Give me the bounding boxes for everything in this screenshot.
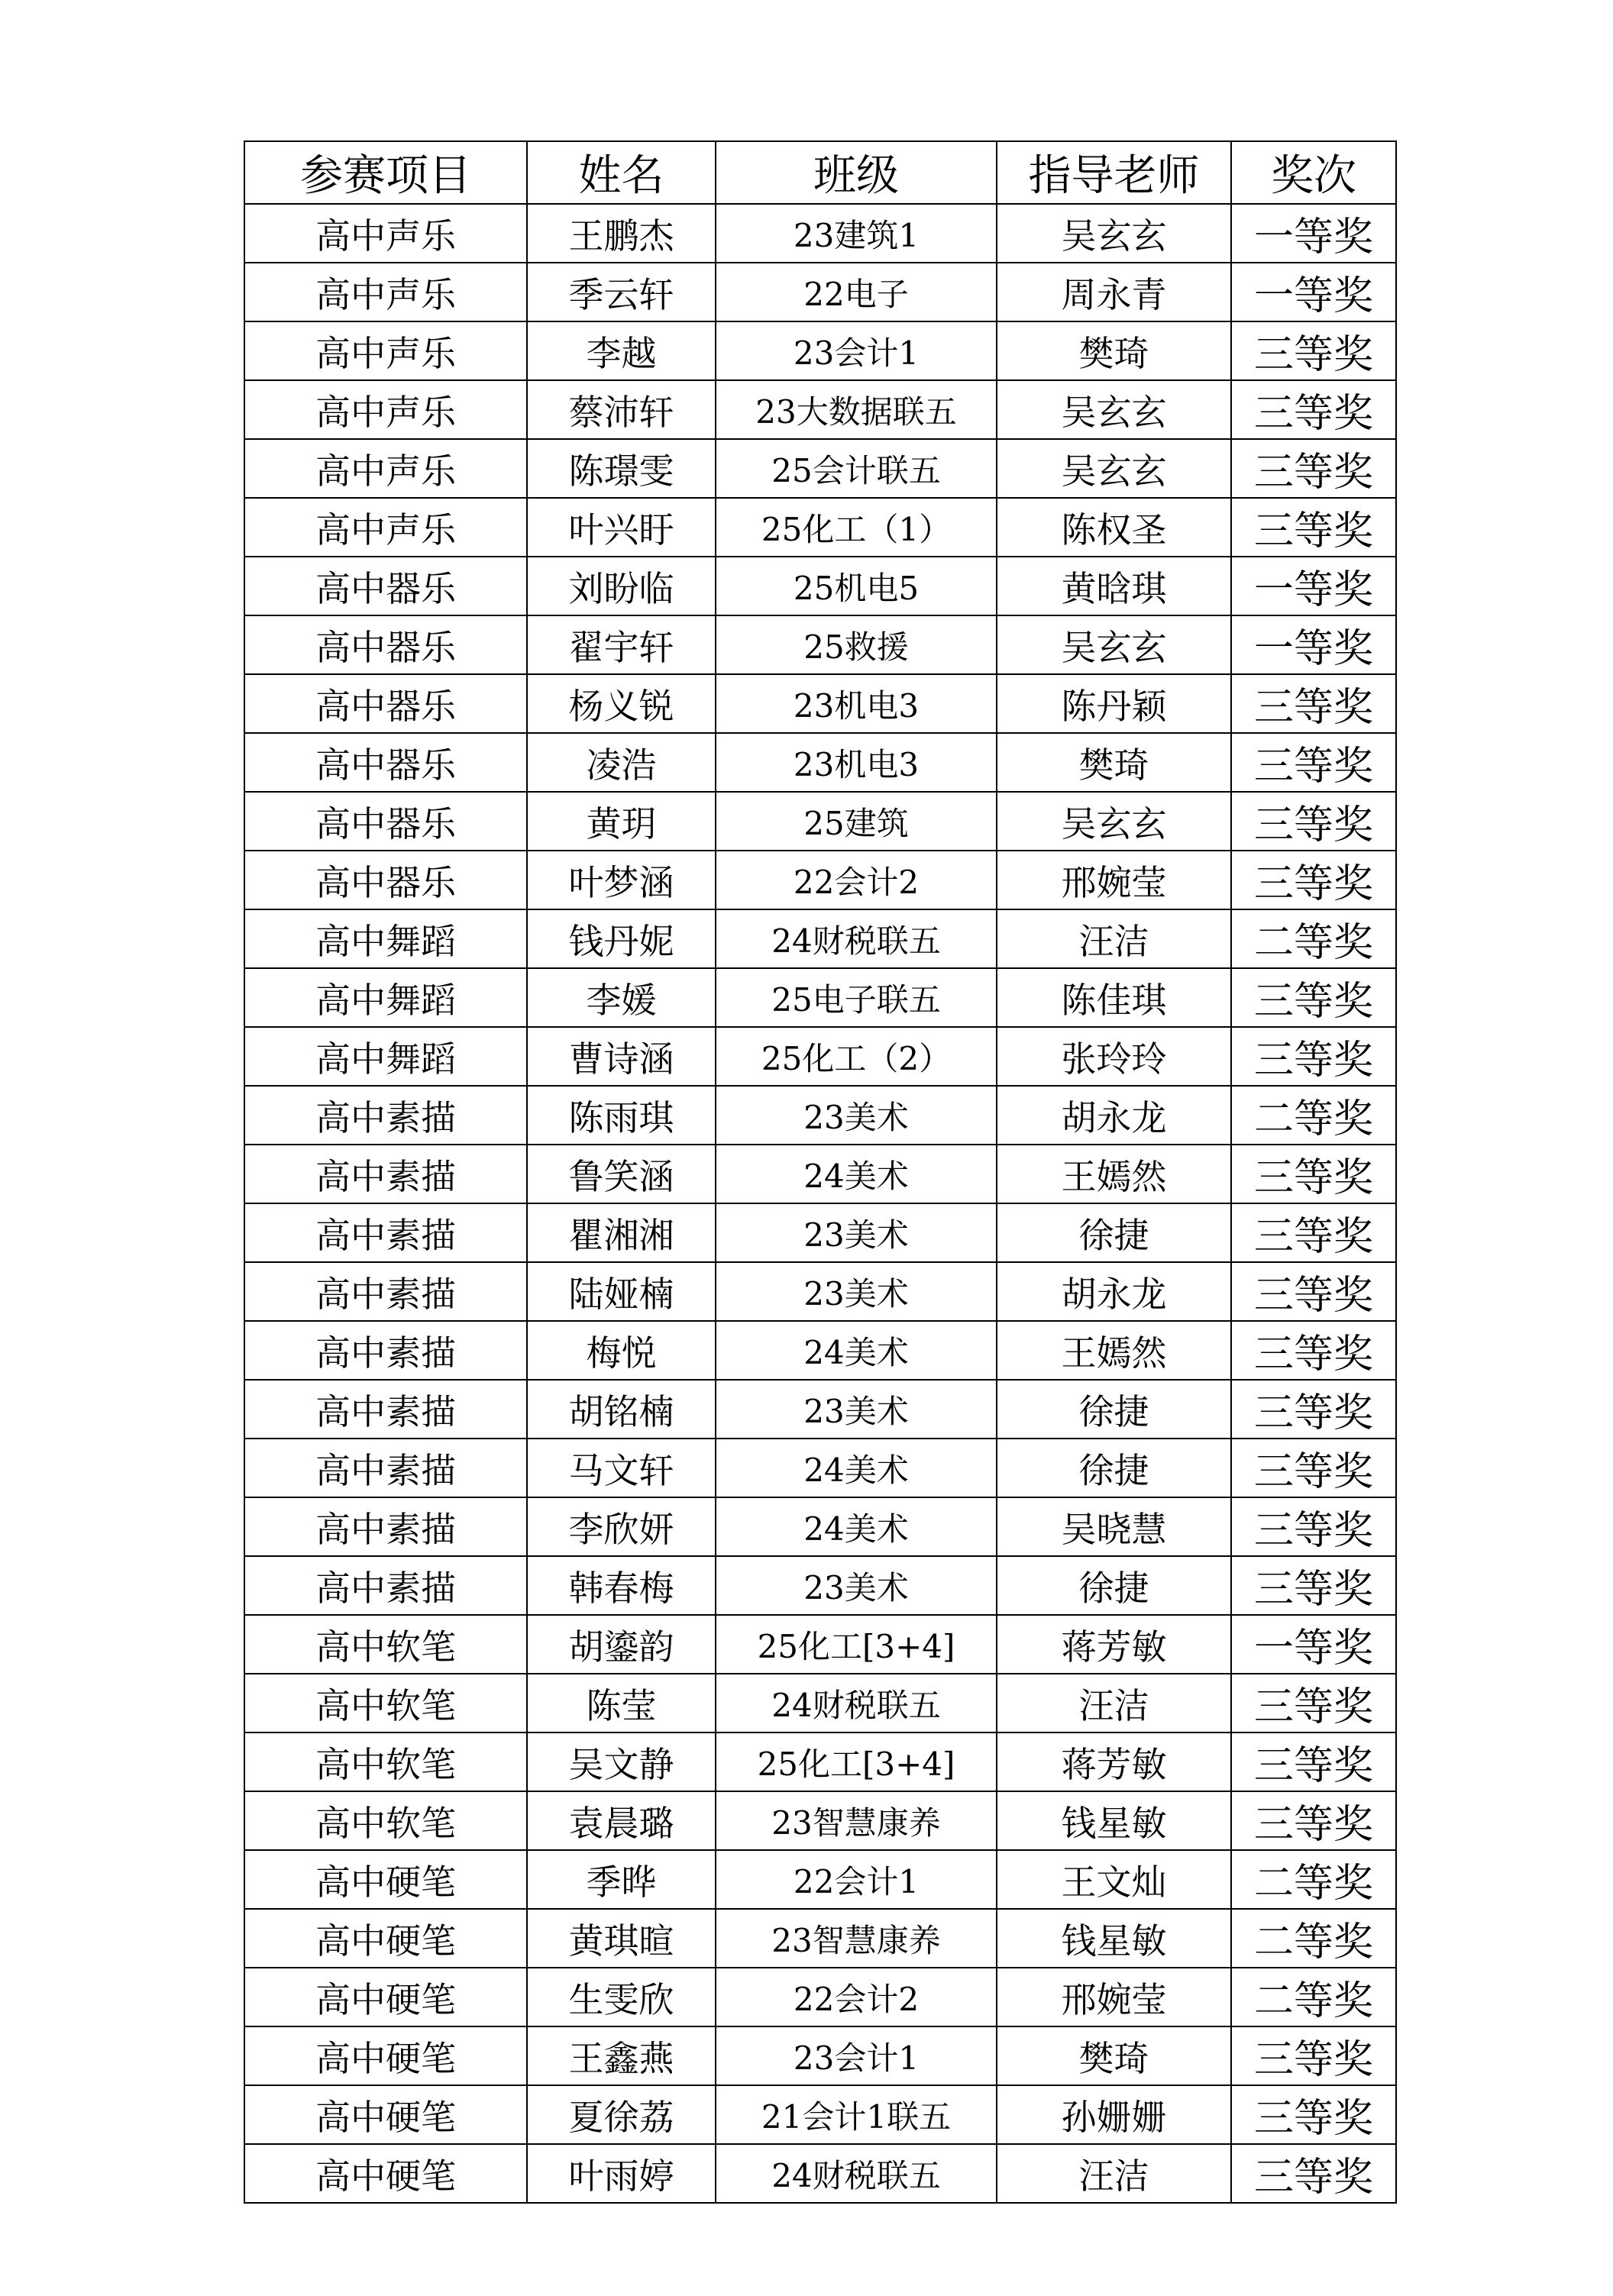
header-teacher: 指导老师 <box>997 141 1231 204</box>
cell-class: 24美术 <box>716 1439 997 1497</box>
cell-name: 马文轩 <box>527 1439 716 1497</box>
table-row <box>244 1674 1396 1732</box>
cell-award: 三等奖 <box>1231 1791 1396 1850</box>
table-row <box>244 380 1396 439</box>
cell-event: 高中声乐 <box>244 439 527 498</box>
cell-name: 李欣妍 <box>527 1497 716 1556</box>
cell-class: 22会计2 <box>716 1968 997 2026</box>
cell-event: 高中软笔 <box>244 1791 527 1850</box>
cell-class: 23会计1 <box>716 321 997 380</box>
cell-name: 凌浩 <box>527 733 716 792</box>
cell-teacher: 徐捷 <box>997 1556 1231 1615</box>
cell-class: 25机电5 <box>716 557 997 615</box>
cell-event: 高中器乐 <box>244 851 527 909</box>
header-award: 奖次 <box>1231 141 1396 204</box>
cell-teacher: 汪洁 <box>997 909 1231 968</box>
cell-award: 三等奖 <box>1231 1497 1396 1556</box>
cell-teacher: 周永青 <box>997 263 1231 321</box>
award-table <box>244 140 1397 2204</box>
table-row <box>244 1262 1396 1321</box>
cell-class: 23美术 <box>716 1262 997 1321</box>
cell-name: 陈雨琪 <box>527 1086 716 1145</box>
cell-award: 一等奖 <box>1231 557 1396 615</box>
cell-teacher: 王嫣然 <box>997 1321 1231 1380</box>
table-row <box>244 1203 1396 1262</box>
cell-teacher: 钱星敏 <box>997 1791 1231 1850</box>
cell-award: 三等奖 <box>1231 321 1396 380</box>
cell-award: 三等奖 <box>1231 1321 1396 1380</box>
cell-event: 高中声乐 <box>244 204 527 263</box>
cell-name: 袁晨璐 <box>527 1791 716 1850</box>
cell-name: 瞿湘湘 <box>527 1203 716 1262</box>
cell-name: 曹诗涵 <box>527 1027 716 1086</box>
cell-teacher: 吴晓慧 <box>997 1497 1231 1556</box>
cell-event: 高中硬笔 <box>244 2026 527 2085</box>
cell-award: 三等奖 <box>1231 1439 1396 1497</box>
cell-award: 一等奖 <box>1231 204 1396 263</box>
table-row <box>244 968 1396 1027</box>
table-row <box>244 674 1396 733</box>
cell-award: 三等奖 <box>1231 1674 1396 1732</box>
cell-event: 高中声乐 <box>244 380 527 439</box>
table-row <box>244 1027 1396 1086</box>
table-row <box>244 1791 1396 1850</box>
cell-teacher: 吴玄玄 <box>997 204 1231 263</box>
table-row <box>244 321 1396 380</box>
cell-event: 高中素描 <box>244 1086 527 1145</box>
table-row <box>244 2026 1396 2085</box>
cell-teacher: 胡永龙 <box>997 1086 1231 1145</box>
cell-class: 25救援 <box>716 615 997 674</box>
cell-award: 三等奖 <box>1231 1145 1396 1203</box>
table-row <box>244 439 1396 498</box>
cell-name: 陆娅楠 <box>527 1262 716 1321</box>
table-row <box>244 498 1396 557</box>
table-row <box>244 2144 1396 2203</box>
cell-name: 韩春梅 <box>527 1556 716 1615</box>
cell-award: 三等奖 <box>1231 2085 1396 2144</box>
table-row <box>244 557 1396 615</box>
cell-name: 蔡沛轩 <box>527 380 716 439</box>
table-row <box>244 1321 1396 1380</box>
cell-name: 叶兴盱 <box>527 498 716 557</box>
cell-teacher: 汪洁 <box>997 1674 1231 1732</box>
cell-award: 二等奖 <box>1231 1086 1396 1145</box>
cell-class: 25化工（1） <box>716 498 997 557</box>
table-row <box>244 1968 1396 2026</box>
cell-award: 三等奖 <box>1231 1262 1396 1321</box>
table-row <box>244 1850 1396 1909</box>
table-row <box>244 1145 1396 1203</box>
cell-class: 24美术 <box>716 1497 997 1556</box>
cell-teacher: 钱星敏 <box>997 1909 1231 1968</box>
cell-class: 23建筑1 <box>716 204 997 263</box>
cell-award: 三等奖 <box>1231 851 1396 909</box>
cell-award: 三等奖 <box>1231 2026 1396 2085</box>
cell-teacher: 陈权圣 <box>997 498 1231 557</box>
cell-event: 高中声乐 <box>244 498 527 557</box>
cell-award: 三等奖 <box>1231 380 1396 439</box>
cell-class: 21会计1联五 <box>716 2085 997 2144</box>
cell-class: 23美术 <box>716 1380 997 1439</box>
table-row <box>244 733 1396 792</box>
cell-award: 三等奖 <box>1231 2144 1396 2203</box>
cell-class: 23美术 <box>716 1556 997 1615</box>
cell-award: 二等奖 <box>1231 1968 1396 2026</box>
cell-name: 鲁笑涵 <box>527 1145 716 1203</box>
table-row <box>244 909 1396 968</box>
table-row <box>244 1556 1396 1615</box>
cell-award: 三等奖 <box>1231 1556 1396 1615</box>
cell-name: 刘盼临 <box>527 557 716 615</box>
cell-event: 高中素描 <box>244 1145 527 1203</box>
cell-class: 25会计联五 <box>716 439 997 498</box>
table-row <box>244 1732 1396 1791</box>
cell-name: 翟宇轩 <box>527 615 716 674</box>
cell-teacher: 徐捷 <box>997 1439 1231 1497</box>
cell-name: 吴文静 <box>527 1732 716 1791</box>
cell-event: 高中硬笔 <box>244 1850 527 1909</box>
table-row <box>244 263 1396 321</box>
cell-name: 季云轩 <box>527 263 716 321</box>
cell-class: 23机电3 <box>716 733 997 792</box>
cell-event: 高中硬笔 <box>244 1968 527 2026</box>
cell-event: 高中器乐 <box>244 615 527 674</box>
cell-event: 高中器乐 <box>244 557 527 615</box>
cell-event: 高中硬笔 <box>244 2144 527 2203</box>
cell-award: 一等奖 <box>1231 263 1396 321</box>
cell-class: 25电子联五 <box>716 968 997 1027</box>
cell-class: 25建筑 <box>716 792 997 851</box>
cell-award: 三等奖 <box>1231 439 1396 498</box>
cell-name: 生雯欣 <box>527 1968 716 2026</box>
award-list-sheet <box>244 140 1395 2201</box>
cell-event: 高中软笔 <box>244 1615 527 1674</box>
cell-name: 胡铭楠 <box>527 1380 716 1439</box>
cell-class: 23大数据联五 <box>716 380 997 439</box>
cell-award: 三等奖 <box>1231 792 1396 851</box>
cell-award: 三等奖 <box>1231 1203 1396 1262</box>
cell-teacher: 吴玄玄 <box>997 380 1231 439</box>
cell-award: 三等奖 <box>1231 968 1396 1027</box>
header-event: 参赛项目 <box>244 141 527 204</box>
cell-name: 杨义锐 <box>527 674 716 733</box>
cell-name: 李越 <box>527 321 716 380</box>
cell-name: 叶雨婷 <box>527 2144 716 2203</box>
cell-class: 22会计1 <box>716 1850 997 1909</box>
cell-event: 高中声乐 <box>244 321 527 380</box>
cell-teacher: 胡永龙 <box>997 1262 1231 1321</box>
cell-event: 高中硬笔 <box>244 1909 527 1968</box>
cell-teacher: 樊琦 <box>997 2026 1231 2085</box>
cell-event: 高中素描 <box>244 1380 527 1439</box>
cell-teacher: 张玲玲 <box>997 1027 1231 1086</box>
cell-name: 季晔 <box>527 1850 716 1909</box>
cell-name: 王鑫燕 <box>527 2026 716 2085</box>
cell-class: 23智慧康养 <box>716 1909 997 1968</box>
cell-class: 25化工[3+4] <box>716 1615 997 1674</box>
cell-award: 一等奖 <box>1231 1615 1396 1674</box>
cell-class: 24美术 <box>716 1321 997 1380</box>
cell-teacher: 陈丹颖 <box>997 674 1231 733</box>
cell-award: 三等奖 <box>1231 1027 1396 1086</box>
cell-event: 高中器乐 <box>244 674 527 733</box>
cell-event: 高中舞蹈 <box>244 1027 527 1086</box>
cell-class: 25化工[3+4] <box>716 1732 997 1791</box>
cell-teacher: 陈佳琪 <box>997 968 1231 1027</box>
cell-event: 高中素描 <box>244 1497 527 1556</box>
cell-class: 22会计2 <box>716 851 997 909</box>
cell-event: 高中软笔 <box>244 1732 527 1791</box>
cell-teacher: 汪洁 <box>997 2144 1231 2203</box>
table-row <box>244 204 1396 263</box>
cell-teacher: 蒋芳敏 <box>997 1732 1231 1791</box>
cell-name: 黄玥 <box>527 792 716 851</box>
cell-teacher: 徐捷 <box>997 1203 1231 1262</box>
header-class: 班级 <box>716 141 997 204</box>
table-row <box>244 615 1396 674</box>
cell-award: 二等奖 <box>1231 909 1396 968</box>
table-row <box>244 1615 1396 1674</box>
cell-award: 二等奖 <box>1231 1909 1396 1968</box>
cell-teacher: 黄晗琪 <box>997 557 1231 615</box>
cell-class: 25化工（2） <box>716 1027 997 1086</box>
cell-class: 23美术 <box>716 1086 997 1145</box>
cell-class: 23美术 <box>716 1203 997 1262</box>
cell-name: 王鹏杰 <box>527 204 716 263</box>
cell-award: 二等奖 <box>1231 1850 1396 1909</box>
cell-name: 夏徐荔 <box>527 2085 716 2144</box>
cell-teacher: 徐捷 <box>997 1380 1231 1439</box>
cell-teacher: 吴玄玄 <box>997 792 1231 851</box>
table-row <box>244 792 1396 851</box>
cell-name: 叶梦涵 <box>527 851 716 909</box>
cell-name: 陈莹 <box>527 1674 716 1732</box>
table-row <box>244 851 1396 909</box>
cell-award: 三等奖 <box>1231 674 1396 733</box>
cell-class: 23机电3 <box>716 674 997 733</box>
cell-class: 24财税联五 <box>716 1674 997 1732</box>
cell-class: 24财税联五 <box>716 2144 997 2203</box>
cell-event: 高中软笔 <box>244 1674 527 1732</box>
cell-event: 高中硬笔 <box>244 2085 527 2144</box>
table-row <box>244 1380 1396 1439</box>
cell-name: 梅悦 <box>527 1321 716 1380</box>
table-row <box>244 1086 1396 1145</box>
table-row <box>244 1497 1396 1556</box>
cell-event: 高中器乐 <box>244 792 527 851</box>
cell-award: 三等奖 <box>1231 733 1396 792</box>
cell-name: 黄琪暄 <box>527 1909 716 1968</box>
table-row <box>244 2085 1396 2144</box>
cell-award: 一等奖 <box>1231 615 1396 674</box>
cell-event: 高中素描 <box>244 1321 527 1380</box>
table-row <box>244 1439 1396 1497</box>
cell-teacher: 吴玄玄 <box>997 615 1231 674</box>
cell-event: 高中声乐 <box>244 263 527 321</box>
cell-award: 三等奖 <box>1231 1380 1396 1439</box>
table-body <box>244 204 1396 2203</box>
cell-name: 钱丹妮 <box>527 909 716 968</box>
cell-teacher: 邢婉莹 <box>997 851 1231 909</box>
cell-event: 高中器乐 <box>244 733 527 792</box>
cell-class: 23会计1 <box>716 2026 997 2085</box>
cell-award: 三等奖 <box>1231 498 1396 557</box>
cell-class: 24财税联五 <box>716 909 997 968</box>
cell-teacher: 王文灿 <box>997 1850 1231 1909</box>
cell-teacher: 王嫣然 <box>997 1145 1231 1203</box>
table-row <box>244 1909 1396 1968</box>
cell-name: 胡鎏韵 <box>527 1615 716 1674</box>
cell-event: 高中素描 <box>244 1262 527 1321</box>
cell-award: 三等奖 <box>1231 1732 1396 1791</box>
cell-name: 李媛 <box>527 968 716 1027</box>
cell-teacher: 蒋芳敏 <box>997 1615 1231 1674</box>
cell-event: 高中舞蹈 <box>244 968 527 1027</box>
header-name: 姓名 <box>527 141 716 204</box>
cell-event: 高中舞蹈 <box>244 909 527 968</box>
cell-class: 24美术 <box>716 1145 997 1203</box>
cell-event: 高中素描 <box>244 1556 527 1615</box>
cell-class: 23智慧康养 <box>716 1791 997 1850</box>
cell-teacher: 吴玄玄 <box>997 439 1231 498</box>
header-row <box>244 141 1396 204</box>
cell-event: 高中素描 <box>244 1439 527 1497</box>
cell-event: 高中素描 <box>244 1203 527 1262</box>
cell-teacher: 樊琦 <box>997 733 1231 792</box>
cell-name: 陈璟雯 <box>527 439 716 498</box>
cell-teacher: 樊琦 <box>997 321 1231 380</box>
cell-class: 22电子 <box>716 263 997 321</box>
cell-teacher: 孙姗姗 <box>997 2085 1231 2144</box>
cell-teacher: 邢婉莹 <box>997 1968 1231 2026</box>
